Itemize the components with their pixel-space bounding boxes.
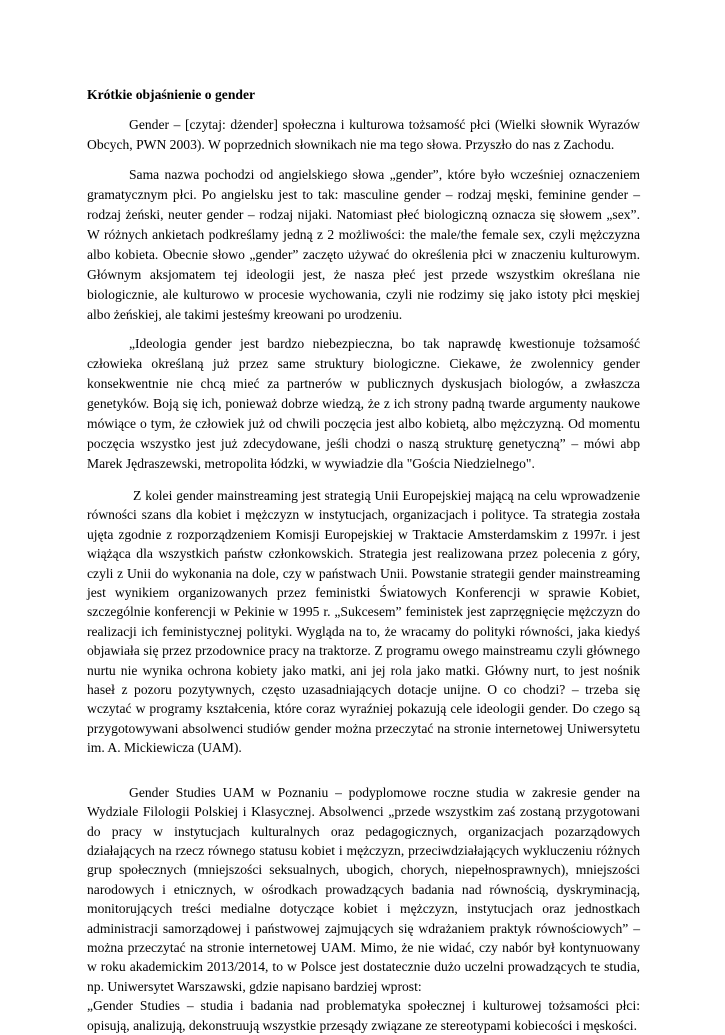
- document-title: Krótkie objaśnienie o gender: [87, 87, 256, 102]
- document-body: [87, 85, 640, 1035]
- paragraph-quote-warsaw: „Gender Studies – studia i badania nad problematyka społecznej i kulturowej tożsamości płci: opisują, analizują, dekonstruują wszystkie przesądy związane ze stereotypami kobiecości i męskości.: [87, 998, 640, 1033]
- paragraph-definition: Gender – [czytaj: dżender] społeczna i kulturowa tożsamość płci (Wielki słownik Wyrazów Obcych, PWN 2003). W poprzednich słownikach nie ma tego słowa. Przyszło do nas z Zachodu.: [87, 117, 640, 152]
- paragraph-etymology: Sama nazwa pochodzi od angielskiego słowa „gender”, które było wcześniej oznaczeniem gramatycznym płci. Po angielsku jest to tak: masculine gender – rodzaj męski, feminine gender – rodzaj żeński, neuter gender – rodzaj nijaki. Natomiast płeć biologiczną oznacza się słowem „sex”. W różnych ankietach podkreślamy jedną z 2 możliwości: the male/the female sex, czyli mężczyzna albo kobieta. Obecnie słowo „gender” zaczęto używać do określenia płci w znaczeniu kulturowym. Głównym aksjomatem tej ideologii jest, że nasza płeć jest przede wszystkim określana nie biologicznie, ale kulturowo w procesie wychowania, czyli nie rodzimy się jako istoty płci męskiej albo żeńskiej, ale takimi jesteśmy kreowani po urodzeniu.: [87, 167, 640, 322]
- paragraph-gender-studies: Gender Studies UAM w Poznaniu – podyplomowe roczne studia w zakresie gender na Wydziale Filologii Polskiej i Klasycznej. Absolwenci „przede wszystkim zaś zostaną przygotowani do pracy w instytucjach kulturalnych oraz pedagogicznych, organizacjach pozarządowych działających na rzecz równego statusu kobiet i mężczyzn, przeciwdziałających wykluczeniu różnych grup społecznych (mniejszości seksualnych, ubogich, chorych, niepełnosprawnych), mniejszości narodowych i etnicznych, w ośrodkach prowadzących badania nad równością, dyskryminacją, monitorujących treści medialne dotyczące kobiet i mężczyzn, instytucjach oraz jednostkach administracji samorządowej i państwowej zajmujących się wdrażaniem praktyk równościowych” – można przeczytać na stronie internetowej UAM. Mimo, że nie widać, czy nabór był kontynuowany w roku akademickim 2013/2014, to w Polsce jest dostatecznie dużo uczelni prowadzących te studia, np. Uniwersytet Warszawski, gdzie napisano bardziej wprost:: [87, 784, 640, 994]
- paragraph-quote: „Ideologia gender jest bardzo niebezpieczna, bo tak naprawdę kwestionuje tożsamość człowieka określaną już przez same struktury biologiczne. Ciekawe, że zwolennicy gender konsekwentnie nie chcą mieć za partnerów w publicznych dyskusjach biologów, a zwłaszcza genetyków. Boją się ich, ponieważ dobrze wiedzą, że z ich strony padną twarde argumenty naukowe mówiące o tym, że człowiek już od chwili poczęcia jest albo kobietą, albo mężczyzną. Od momentu poczęcia wszystko jest już zdecydowane, jeśli chodzi o naszą strukturę genetyczną” – mówi abp Marek Jędraszewski, metropolita łódzki, w wywiadzie dla "Gościa Niedzielnego".: [87, 336, 640, 471]
- paragraph-mainstreaming: Z kolei gender mainstreaming jest strategią Unii Europejskiej mającą na celu wprowadzenie równości szans dla kobiet i mężczyzn w instytucjach, organizacjach i polityce. Ta strategia została ujęta zgodnie z rozporządzeniem Komisji Europejskiej w Traktacie Amsterdamskim z 1997r. i jest wiążąca dla wszystkich państw członkowskich. Strategia jest realizowana przez polecenia z góry, czyli z Unii do wykonania na dole, czy w państwach Unii. Powstanie strategii gender mainstreaming jest wynikiem organizowanych przez feministki Światowych Konferencji w sprawie Kobiet, szczególnie konferencji w Pekinie w 1995 r. „Sukcesem” feministek jest zaprzęgnięcie mężczyzn do realizacji ich feministycznej polityki. Wygląda na to, że wracamy do polityki równości, jaka kiedyś objawiała się przez przodownice pracy na traktorze. Z programu owego mainstreamu czyli głównego nurtu nie wynika ochrona kobiety jako matki, ani jej rola jako matki. Główny nurt, to jest nośnik haseł z pozoru pozytywnych, często uzasadniających dotacje unijne. O co chodzi? – trzeba się wczytać w programy kształcenia, które coraz wyraźniej pokazują cele ideologii gender. Do czego są przygotowywani absolwenci studiów gender można przeczytać na stronie internetowej Uniwersytetu im. A. Mickiewicza (UAM).: [87, 488, 640, 756]
